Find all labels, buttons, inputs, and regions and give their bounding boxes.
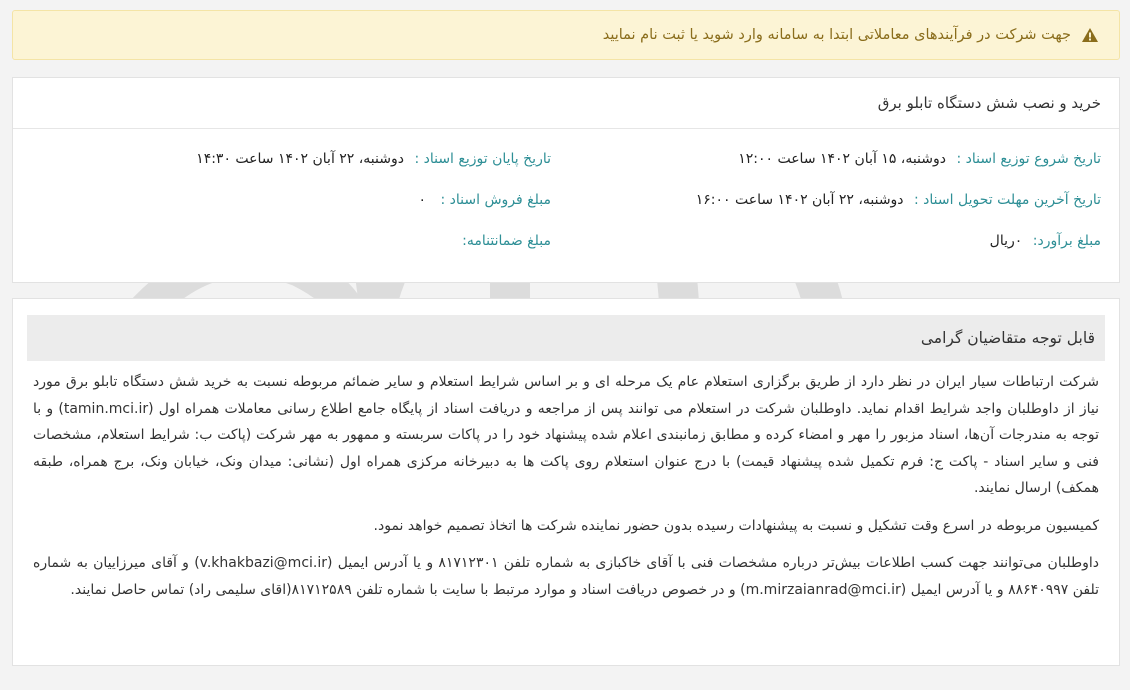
last-delivery-value: دوشنبه، ۲۲ آبان ۱۴۰۲ ساعت ۱۶:۰۰ xyxy=(695,192,904,208)
start-distribution-row xyxy=(738,151,1101,167)
end-distribution-value: دوشنبه، ۲۲ آبان ۱۴۰۲ ساعت ۱۴:۳۰ xyxy=(196,151,404,167)
estimate-amount-row xyxy=(990,233,1101,249)
end-distribution-label: تاریخ پایان توزیع اسناد : xyxy=(414,151,551,167)
sale-amount-row xyxy=(419,192,551,208)
alert-text: جهت شرکت در فرآیندهای معاملاتی ابتدا به سامانه وارد شوید یا ثبت نام نمایید xyxy=(602,27,1071,43)
last-delivery-row xyxy=(696,192,1101,208)
sale-amount-label: مبلغ فروش اسناد : xyxy=(440,192,551,208)
last-delivery-label: تاریخ آخرین مهلت تحویل اسناد : xyxy=(914,192,1101,208)
warning-icon xyxy=(1081,27,1099,43)
notice-heading: قابل توجه متقاضیان گرامی xyxy=(27,315,1105,361)
tender-info-panel xyxy=(12,77,1120,283)
notice-panel xyxy=(12,298,1120,666)
sale-amount-value: ۰ xyxy=(418,192,427,208)
estimate-amount-label: مبلغ برآورد: xyxy=(1032,233,1101,249)
end-distribution-row xyxy=(196,151,551,167)
notice-paragraph: کمیسیون مربوطه در اسرع وقت تشکیل و نسبت به پیشنهادات رسیده بدون حضور نماینده شرکت ها اتخاذ تصمیم خواهد نمود. xyxy=(373,517,1099,534)
notice-paragraph: داوطلبان می‌توانند جهت کسب اطلاعات بیش‌تر درباره مشخصات فنی با آقای خاکبازی به شماره تلفن ۸۱۷۱۲۳۰۱ و یا آدرس ایمیل (v.khakbazi@mci.ir) و آقای میرزاییان به شماره تلفن ۸۸۶۴۰۹۹۷ و یا آدرس ایمیل (m.mirzaianrad@mci.ir) و در خصوص دریافت اسناد و موارد مرتبط با سایت با شماره تلفن ۸۱۷۱۲۵۸۹(اقای سلیمی راد) تماس حاصل نمایند. xyxy=(33,555,1099,598)
guarantee-amount-row xyxy=(456,233,551,249)
tender-title: خرید و نصب شش دستگاه تابلو برق xyxy=(13,78,1119,129)
estimate-amount-value: ۰ریال xyxy=(989,233,1023,249)
start-distribution-label: تاریخ شروع توزیع اسناد : xyxy=(956,151,1101,167)
notice-paragraph: شرکت ارتباطات سیار ایران در نظر دارد از طریق برگزاری استعلام عام یک مرحله ای و بر اساس شرایط استعلام و سایر ضمائم مربوطه نسبت به خرید شش دستگاه تابلو برق مورد نیاز از داوطلبان واجد شرایط اقدام نماید. داوطلبان شرکت در استعلام می توانند پس از مراجعه و دریافت اسناد از پایگاه جامع اطلاع رسانی معاملات همراه اول (tamin.mci.ir) و با توجه به مندرجات آن‌ها، اسناد مزبور را مهر و امضاء کرده و مطابق زمانبندی اعلام شده پیشنهاد خود را در پاکات سربسته و ممهور به مهر شرکت (پاکت ب: شرایط استعلام، مشخصات فنی و سایر اسناد - پاکت ج: فرم تکمیل شده پیشنهاد قیمت) با درج عنوان استعلام روی پاکت ها به دبیرخانه مرکزی همراه اول (نشانی: میدان ونک، خیابان ونک، برج همراه، طبقه همکف) ارسال نمایند. xyxy=(33,374,1099,496)
login-alert xyxy=(12,10,1120,60)
notice-body xyxy=(33,369,1099,614)
start-distribution-value: دوشنبه، ۱۵ آبان ۱۴۰۲ ساعت ۱۲:۰۰ xyxy=(738,151,947,167)
guarantee-amount-label: مبلغ ضمانتنامه: xyxy=(462,233,551,249)
